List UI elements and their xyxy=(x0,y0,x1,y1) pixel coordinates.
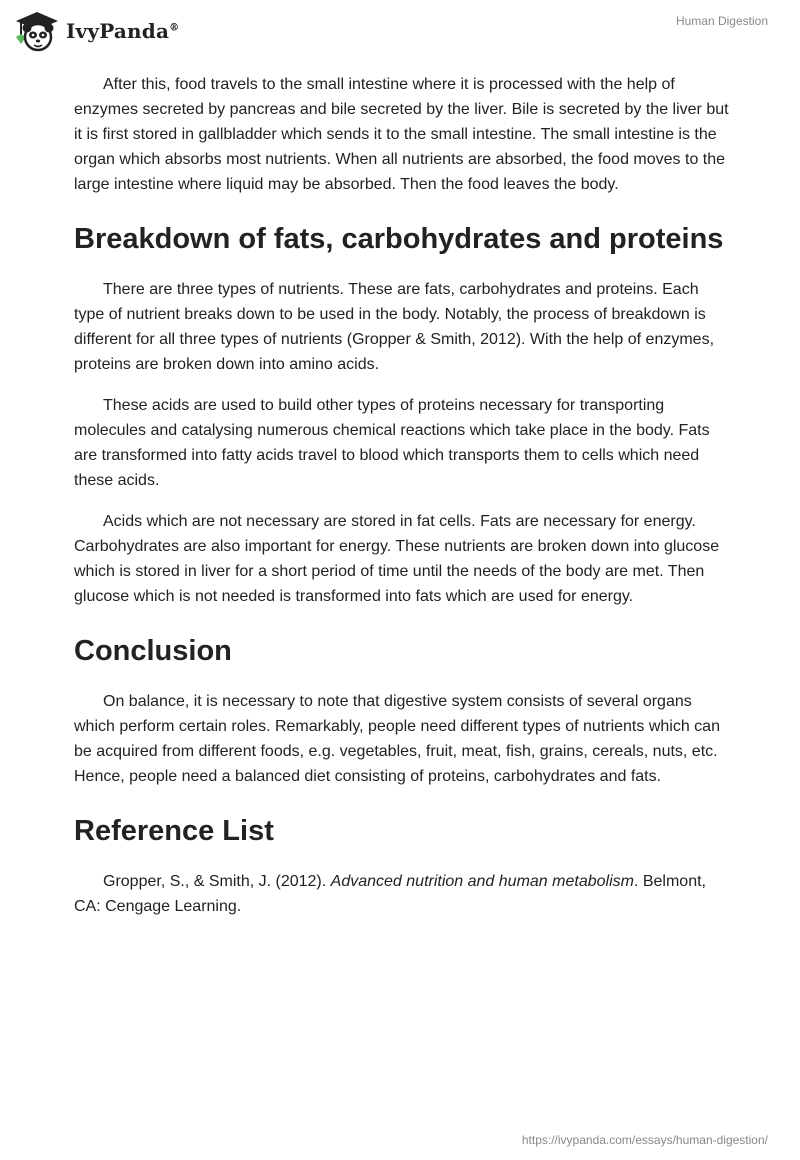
reference-list-heading: Reference List xyxy=(74,815,274,847)
panda-graduate-icon xyxy=(14,10,60,52)
reference-authors: Gropper, S., & Smith, J. (2012). xyxy=(103,873,331,890)
breakdown-paragraph-3: Acids which are not necessary are stored in fat cells. Fats are necessary for energy. Carbohydrates are also important for energy. These nutrients are broken down into glucose which is stored in liver for a short period of time until the needs of the body are met. Then glucose which is not needed is transformed into fats which are used for energy. xyxy=(74,513,720,605)
header-title: Human Digestion xyxy=(675,14,768,28)
breakdown-heading: Breakdown of fats, carbohydrates and proteins xyxy=(74,223,724,255)
conclusion-paragraph: On balance, it is necessary to note that digestive system consists of several organs which perform certain roles. Remarkably, people need different types of nutrients which can be acquired from different foods, e.g. vegetables, fruit, meat, fish, grains, cereals, nuts, etc. Hence, people need a balanced diet consisting of proteins, carbohydrates and fats. xyxy=(74,693,720,785)
essay-content xyxy=(74,72,730,935)
conclusion-heading: Conclusion xyxy=(74,635,232,667)
site-logo[interactable] xyxy=(14,10,179,52)
reference-title: Advanced nutrition and human metabolism xyxy=(330,873,634,890)
footer-url[interactable]: https://ivypanda.com/essays/human-digestion/ xyxy=(521,1133,768,1147)
logo-text: IvyPanda® xyxy=(66,19,180,43)
intro-paragraph: After this, food travels to the small intestine where it is processed with the help of enzymes secreted by pancreas and bile secreted by the liver. Bile is secreted by the liver but it is first stored in gallbladder which sends it to the small intestine. The small intestine is the organ which absorbs most nutrients. When all nutrients are absorbed, the food moves to the large intestine where liquid may be absorbed. Then the food leaves the body. xyxy=(74,76,729,193)
reference-publisher: . Belmont, CA: Cengage Learning. xyxy=(74,873,706,915)
reference-entry xyxy=(74,869,730,919)
breakdown-paragraph-2: These acids are used to build other types of proteins necessary for transporting molecules and catalysing numerous chemical reactions which take place in the body. Fats are transformed into fatty acids travel to blood which transports them to cells which need these acids. xyxy=(74,397,710,489)
breakdown-paragraph-1: There are three types of nutrients. These are fats, carbohydrates and proteins. Each type of nutrient breaks down to be used in the body. Notably, the process of breakdown is different for all three types of nutrients (Gropper & Smith, 2012). With the help of enzymes, proteins are broken down into amino acids. xyxy=(74,281,715,373)
